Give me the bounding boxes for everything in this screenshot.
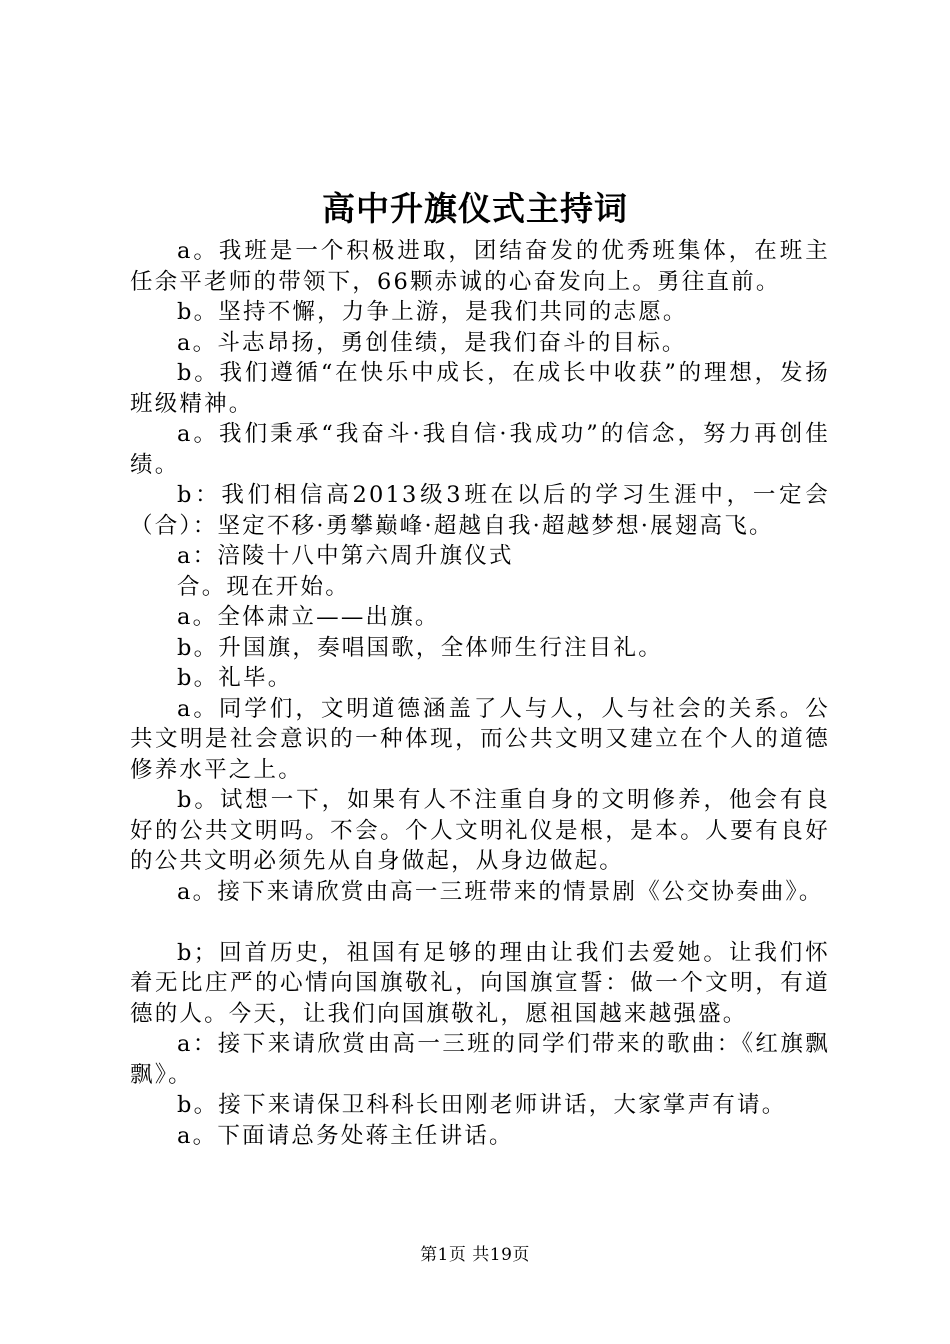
paragraph: a：涪陵十八中第六周升旗仪式 <box>177 543 514 569</box>
paragraph: b。礼毕。 <box>177 665 293 691</box>
document-title: 高中升旗仪式主持词 <box>322 189 628 228</box>
paragraph: b：我们相信高2013级3班在以后的学习生涯中，一定会（合）：坚定不移·勇攀巅峰·超越自我·超越梦想·展翅高飞。 <box>130 482 830 539</box>
paragraph: b。我们遵循“在快乐中成长，在成长中收获”的理想，发扬班级精神。 <box>130 360 830 417</box>
paragraph: a。下面请总务处蒋主任讲话。 <box>177 1122 514 1149</box>
paragraph: b。接下来请保卫科科长田刚老师讲话，大家掌声有请。 <box>177 1092 787 1118</box>
paragraph: a。接下来请欣赏由高一三班带来的情景剧《公交协奏曲》。 <box>177 878 824 905</box>
paragraph: a。全体肃立——出旗。 <box>177 604 440 630</box>
paragraph: 合。现在开始。 <box>177 573 350 600</box>
page-footer: 第1页 共19页 <box>420 1245 530 1265</box>
paragraph: b。升国旗，奏唱国歌，全体师生行注目礼。 <box>177 634 663 661</box>
paragraph: a。斗志昂扬，勇创佳绩，是我们奋斗的目标。 <box>177 329 687 356</box>
paragraph: a。我们秉承“我奋斗·我自信·我成功”的信念，努力再创佳绩。 <box>130 421 830 478</box>
paragraph: a：接下来请欣赏由高一三班的同学们带来的歌曲：《红旗飘飘》。 <box>130 1031 830 1088</box>
document-body <box>130 236 830 1151</box>
paragraph: b。坚持不懈，力争上游，是我们共同的志愿。 <box>177 299 688 325</box>
paragraph: a。同学们，文明道德涵盖了人与人，人与社会的关系。公共文明是社会意识的一种体现，而公共文明又建立在个人的道德修养水平之上。 <box>130 695 830 783</box>
paragraph: b；回首历史，祖国有足够的理由让我们去爱她。让我们怀着无比庄严的心情向国旗敬礼，向国旗宣誓：做一个文明，有道德的人。今天，让我们向国旗敬礼，愿祖国越来越强盛。 <box>130 939 830 1027</box>
paragraph: a。我班是一个积极进取，团结奋发的优秀班集体，在班主任余平老师的带领下，66颗赤诚的心奋发向上。勇往直前。 <box>130 238 830 295</box>
paragraph: b。试想一下，如果有人不注重自身的文明修养，他会有良好的公共文明吗。不会。个人文明礼仪是根，是本。人要有良好的公共文明必须先从自身做起，从身边做起。 <box>130 787 830 874</box>
blank-line <box>130 907 830 938</box>
